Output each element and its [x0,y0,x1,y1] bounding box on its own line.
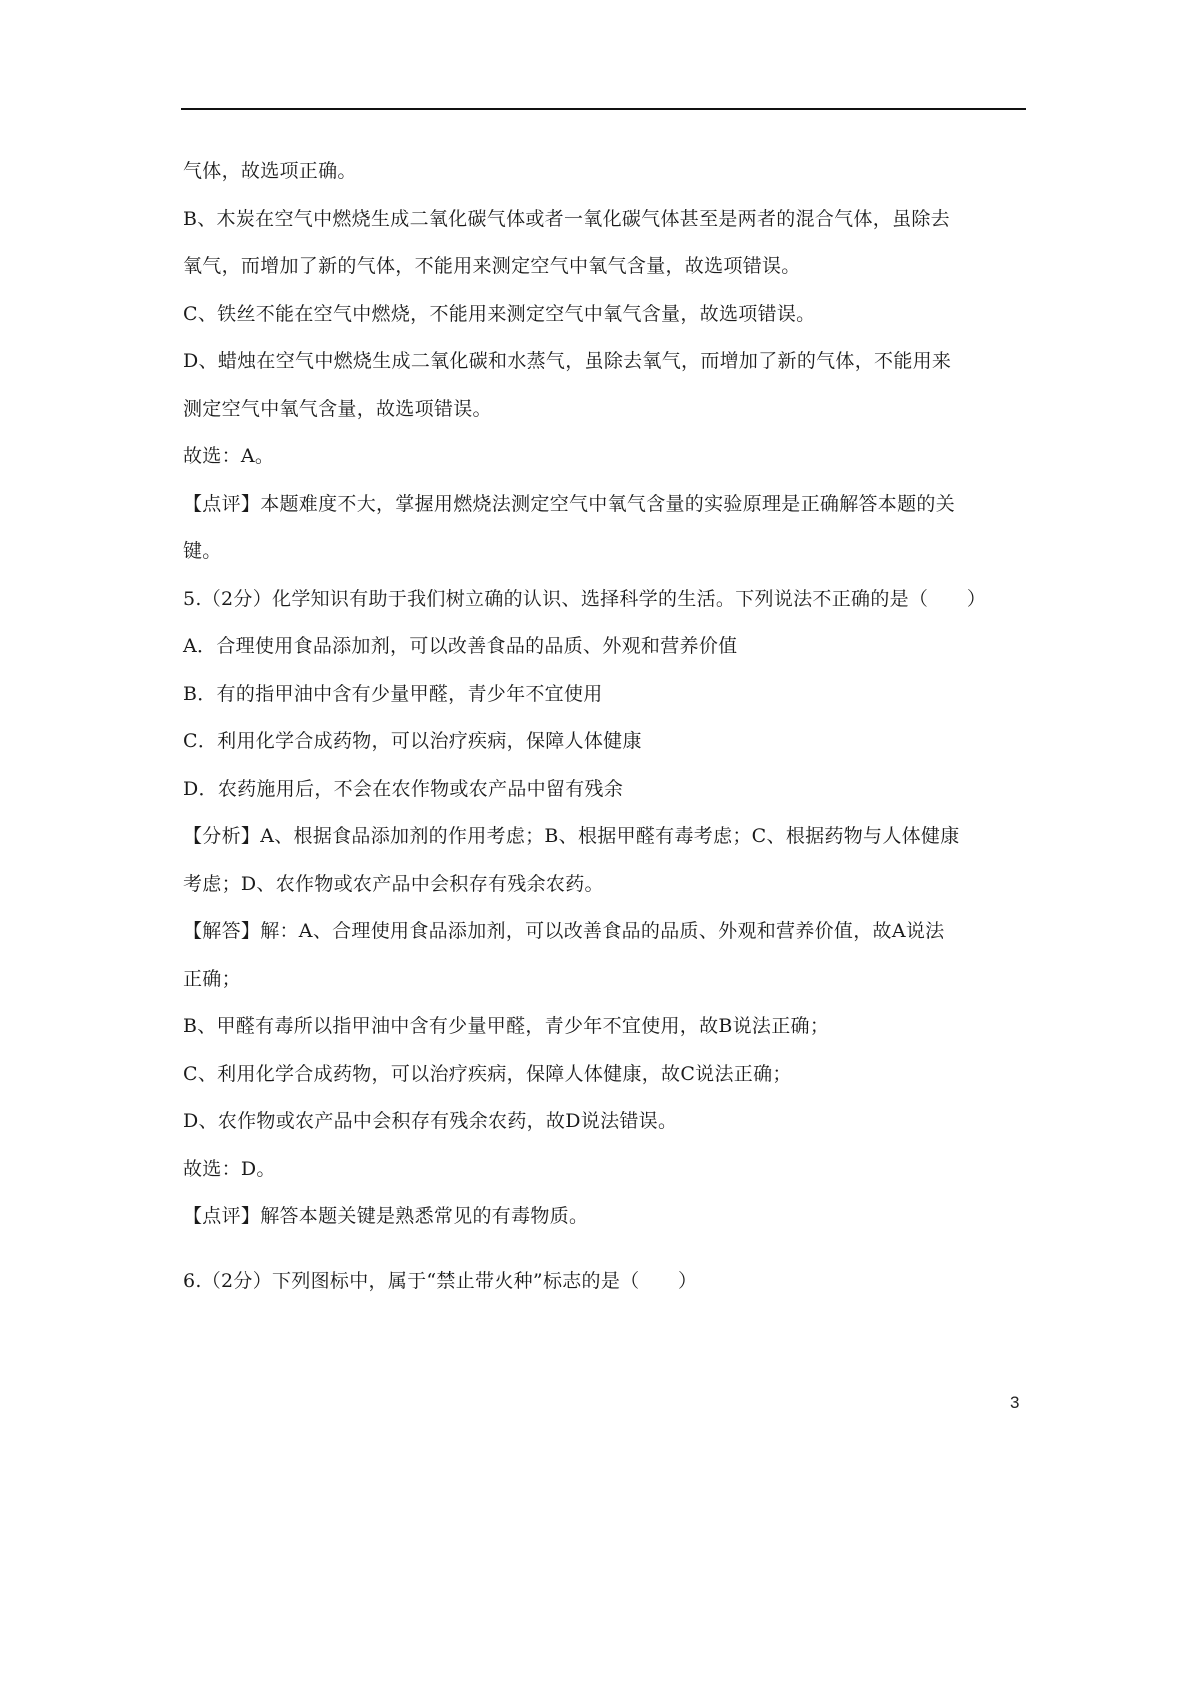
answer-line: 【解答】解：A、合理使用食品添加剂，可以改善食品的品质、外观和营养价值，故A说法 [183,920,945,942]
question-6: 6.（2分）下列图标中，属于“禁止带火种”标志的是（ ） [183,1270,698,1292]
option-a: A．合理使用食品添加剂，可以改善食品的品质、外观和营养价值 [183,635,738,657]
header-rule [181,108,1026,110]
text-line: 故选：D。 [183,1157,276,1180]
text-line: 考虑；D、农作物或农产品中会积存有残余农药。 [183,872,604,895]
text-line: 正确； [183,967,241,990]
text-line: C、铁丝不能在空气中燃烧，不能用来测定空气中氧气含量，故选项错误。 [183,302,816,325]
text-line: 测定空气中氧气含量，故选项错误。 [183,397,492,420]
analysis-line: 【分析】A、根据食品添加剂的作用考虑；B、根据甲醛有毒考虑；C、根据药物与人体健康 [183,825,960,847]
option-d: D．农药施用后，不会在农作物或农产品中留有残余 [183,777,624,800]
text-line: D、农作物或农产品中会积存有残余农药，故D说法错误。 [183,1110,678,1132]
text-line: D、蜡烛在空气中燃烧生成二氧化碳和水蒸气，虽除去氧气，而增加了新的气体，不能用来 [183,350,952,372]
document-body [183,148,1025,1306]
question-5: 5.（2分）化学知识有助于我们树立确的认识、选择科学的生活。下列说法不正确的是（ ） [183,587,987,610]
text-line: C、利用化学合成药物，可以治疗疾病，保障人体健康，故C说法正确； [183,1062,792,1085]
text-line: B、甲醛有毒所以指甲油中含有少量甲醛，青少年不宜使用，故B说法正确； [183,1015,830,1037]
option-c: C．利用化学合成药物，可以治疗疾病，保障人体健康 [183,730,642,752]
text-line: 键。 [183,540,222,562]
comment-line: 【点评】解答本题关键是熟悉常见的有毒物质。 [183,1205,589,1227]
text-line: B、木炭在空气中燃烧生成二氧化碳气体或者一氧化碳气体甚至是两者的混合气体，虽除去 [183,207,950,230]
text-line: 氧气，而增加了新的气体，不能用来测定空气中氧气含量，故选项错误。 [183,255,801,277]
comment-line: 【点评】本题难度不大，掌握用燃烧法测定空气中氧气含量的实验原理是正确解答本题的关 [183,492,956,515]
text-line: 气体，故选项正确。 [183,160,357,182]
option-b: B．有的指甲油中含有少量甲醛，青少年不宜使用 [183,682,603,705]
text-line: 故选：A。 [183,445,275,467]
page-number: 3 [1010,1393,1020,1412]
